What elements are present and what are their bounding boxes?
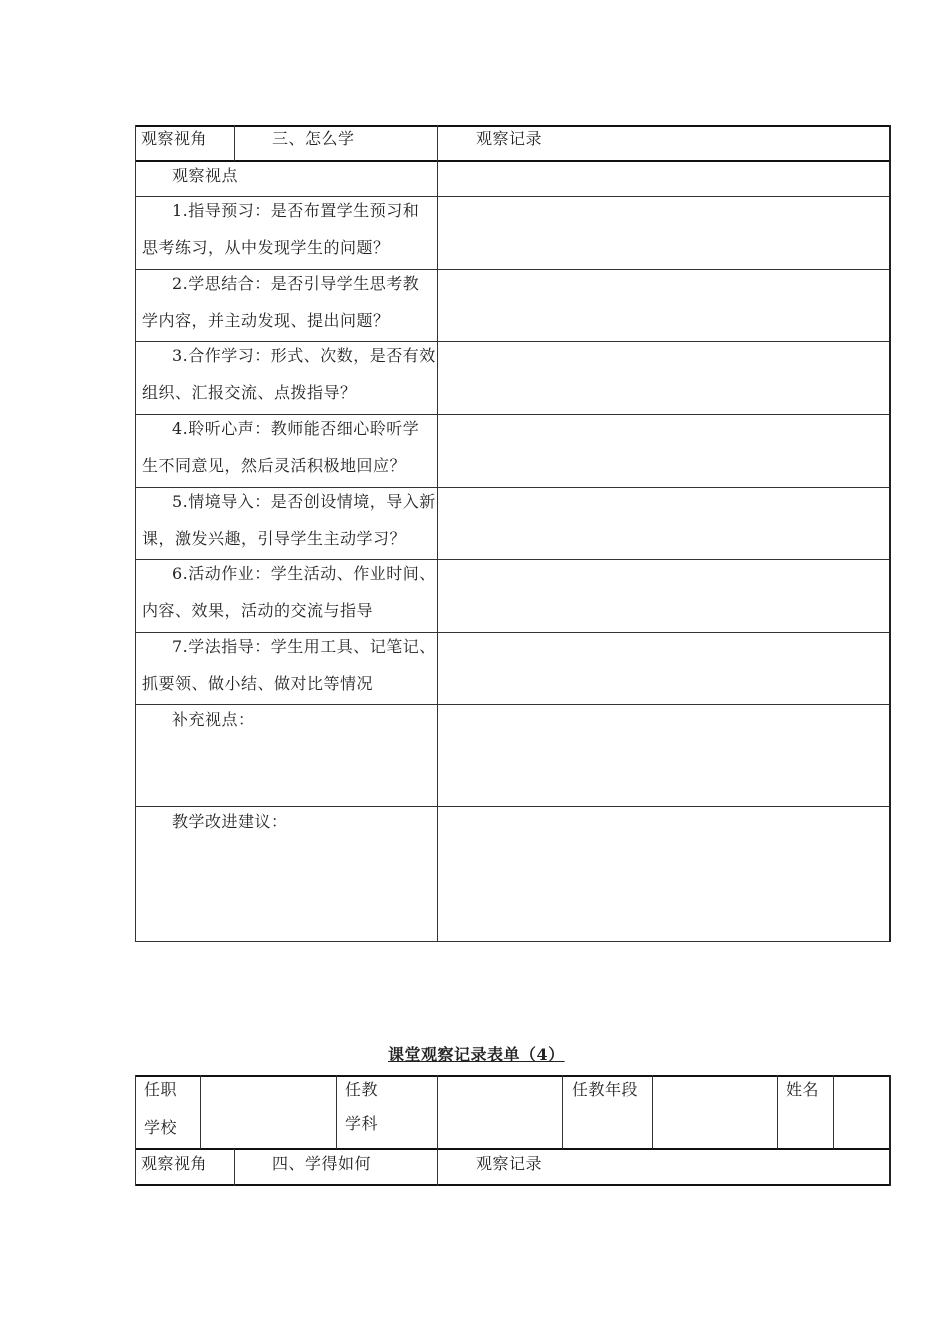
point-5-line1: 5.情境导入：是否创设情境，导入新	[172, 492, 436, 511]
point-6-line2: 内容、效果，活动的交流与指导	[142, 601, 374, 620]
angle-value: 三、怎么学	[272, 129, 355, 148]
subject-label-1: 任教	[345, 1080, 379, 1099]
school-label-1: 任职	[144, 1080, 178, 1099]
form4-record-label: 观察记录	[476, 1154, 543, 1173]
point-5-line2: 课，激发兴趣，引导学生主动学习？	[142, 529, 407, 548]
point-3-line2: 组织、汇报交流、点拨指导？	[142, 383, 357, 402]
form4-angle-label: 观察视角	[141, 1154, 208, 1173]
point-4-line2: 生不同意见，然后灵活积极地回应？	[142, 456, 407, 475]
point-3-line1: 3.合作学习：形式、次数，是否有效	[172, 346, 436, 365]
point-1-line2: 思考练习，从中发现学生的问题？	[142, 238, 390, 257]
point-7-line1: 7.学法指导：学生用工具、记笔记、	[172, 637, 436, 656]
point-7-line2: 抓要领、做小结、做对比等情况	[142, 674, 374, 693]
name-label: 姓名	[786, 1080, 820, 1099]
supplement-label: 补充视点：	[172, 710, 255, 729]
point-6-line1: 6.活动作业：学生活动、作业时间、	[172, 564, 436, 583]
form4-angle-value: 四、学得如何	[272, 1154, 372, 1173]
grade-label: 任教年段	[572, 1080, 639, 1099]
record-label: 观察记录	[476, 129, 543, 148]
point-2-line1: 2.学思结合：是否引导学生思考教	[172, 274, 420, 293]
point-2-line2: 学内容，并主动发现、提出问题？	[142, 311, 390, 330]
points-label: 观察视点	[172, 166, 239, 185]
school-label-2: 学校	[144, 1118, 178, 1137]
subject-label-2: 学科	[345, 1114, 379, 1133]
angle-label: 观察视角	[141, 129, 208, 148]
form-4-title: 课堂观察记录表单（4）	[388, 1045, 565, 1064]
suggestion-label: 教学改进建议：	[172, 812, 288, 831]
point-1-line1: 1.指导预习：是否布置学生预习和	[172, 201, 420, 220]
point-4-line1: 4.聆听心声：教师能否细心聆听学	[172, 419, 420, 438]
